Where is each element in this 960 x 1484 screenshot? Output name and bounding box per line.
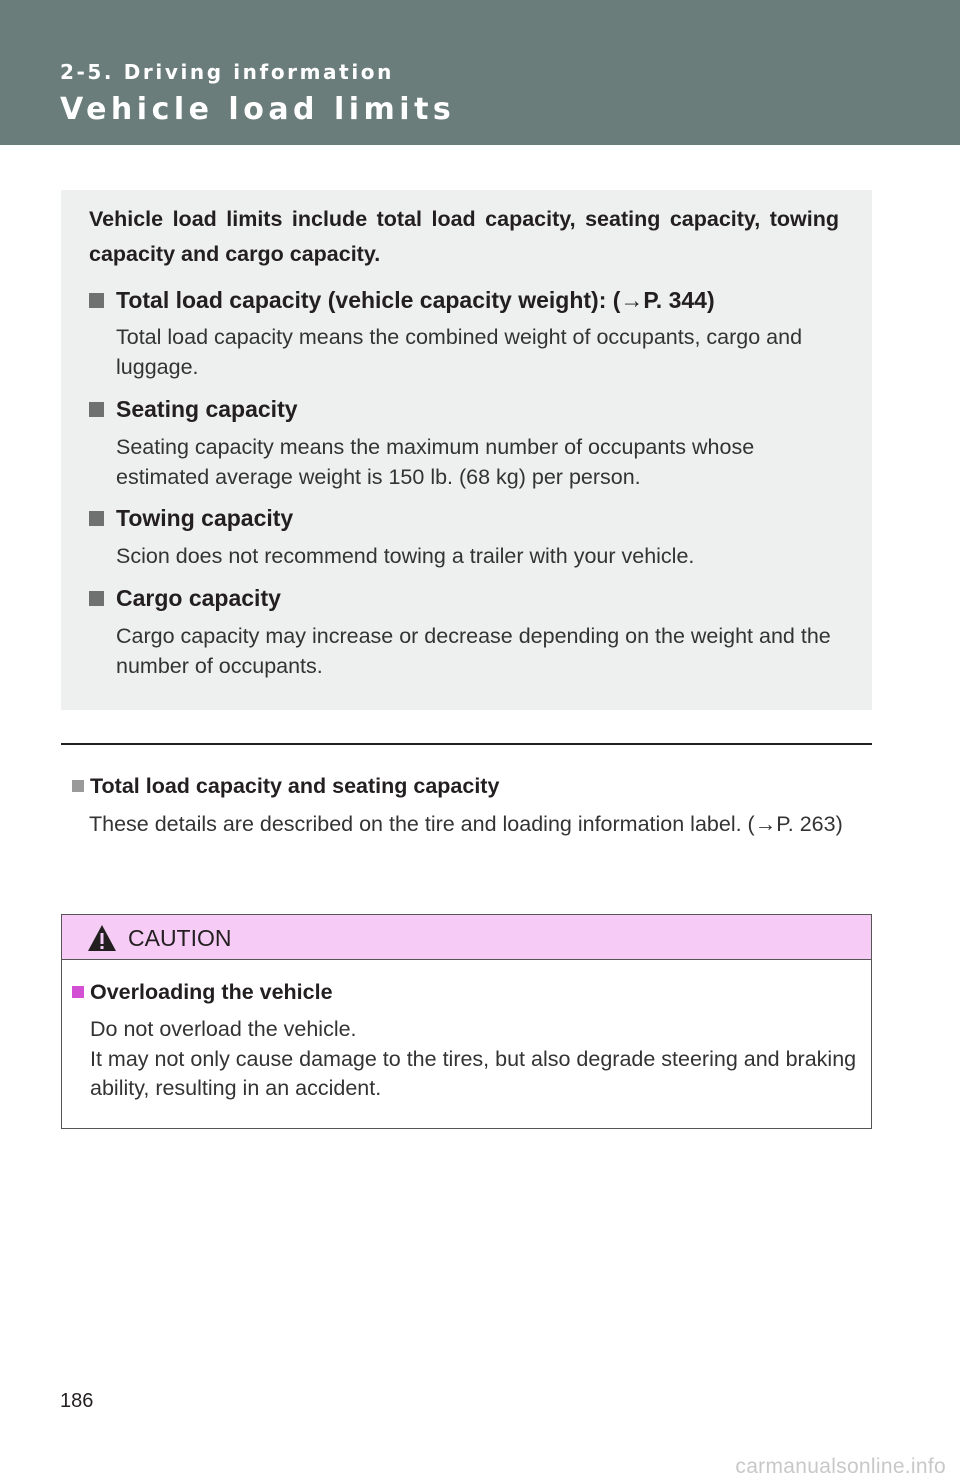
caution-box <box>61 914 872 1129</box>
header-bar <box>0 0 960 145</box>
item-body-cargo: Cargo capacity may increase or decrease depending on the weight and the number of occupants. <box>116 624 831 678</box>
page-title: Vehicle load limits <box>60 92 456 127</box>
intro-text: Vehicle load limits include total load capacity, seating capacity, towing capacity and cargo capacity. <box>89 207 839 266</box>
caution-line: It may not only cause damage to the tires, but also degrade steering and braking ability, resulting in an accident. <box>90 1046 857 1100</box>
square-bullet-icon <box>89 511 104 526</box>
caution-title: CAUTION <box>128 925 232 951</box>
item-heading-total-load <box>89 286 715 314</box>
divider-rule <box>61 743 872 745</box>
item-heading-label: Seating capacity <box>116 396 298 422</box>
item-heading-cargo <box>89 584 281 612</box>
caution-header <box>62 915 871 960</box>
item-heading-towing <box>89 504 293 532</box>
square-bullet-icon <box>72 780 84 792</box>
item-heading-label: Total load capacity (vehicle capacity weight): (→P. 344) <box>116 287 715 313</box>
square-bullet-icon <box>89 402 104 417</box>
note-body: These details are described on the tire and loading information label. (→P. 263) <box>89 812 843 836</box>
item-body-seating: Seating capacity means the maximum number of occupants whose estimated average weight is 150 lb. (68 kg) per person. <box>116 435 755 489</box>
section-label: 2-5. Driving information <box>60 60 394 84</box>
note-heading <box>72 772 499 800</box>
square-bullet-icon <box>72 986 84 998</box>
caution-body <box>90 1015 865 1104</box>
caution-line: Do not overload the vehicle. <box>90 1017 357 1041</box>
caution-heading-label: Overloading the vehicle <box>90 980 333 1004</box>
item-heading-seating <box>89 395 298 423</box>
summary-box <box>61 190 872 710</box>
watermark: carmanualsonline.info <box>735 1455 946 1478</box>
item-heading-label: Cargo capacity <box>116 585 281 611</box>
item-heading-label: Towing capacity <box>116 505 294 531</box>
warning-triangle-icon <box>87 924 117 952</box>
item-body-total-load: Total load capacity means the combined weight of occupants, cargo and luggage. <box>116 325 803 379</box>
square-bullet-icon <box>89 293 104 308</box>
square-bullet-icon <box>89 591 104 606</box>
item-body-towing: Scion does not recommend towing a trailer with your vehicle. <box>116 544 695 568</box>
caution-heading <box>72 978 333 1006</box>
note-heading-label: Total load capacity and seating capacity <box>90 774 500 798</box>
page-number: 186 <box>60 1390 94 1412</box>
